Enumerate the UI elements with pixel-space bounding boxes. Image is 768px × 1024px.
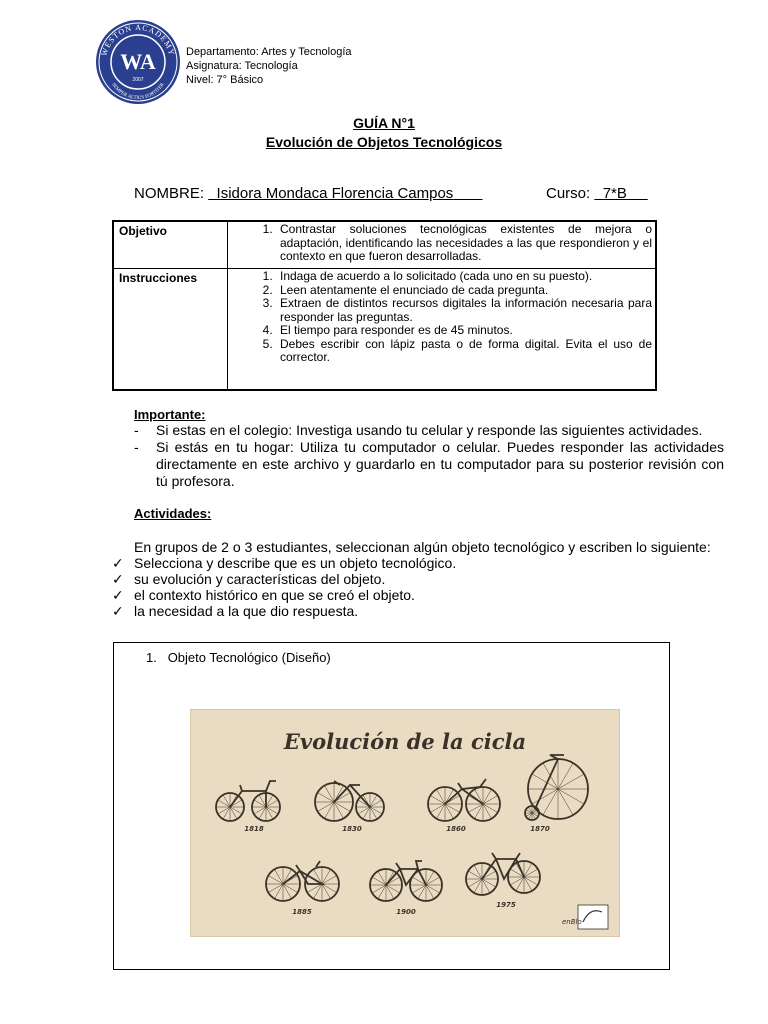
important-item	[134, 422, 724, 439]
checklist-text: Selecciona y describe que es un objeto tecnológico.	[134, 555, 457, 571]
answer-label	[146, 650, 331, 665]
course-value[interactable]	[594, 185, 647, 202]
bicycle-year-label: 1818	[244, 825, 264, 833]
checklist-item	[112, 555, 456, 571]
course-label: Curso:	[546, 185, 591, 202]
name-text: Isidora Mondaca Florencia Campos	[216, 185, 454, 202]
checklist-item	[112, 603, 358, 619]
answer-number: 1.	[146, 650, 157, 665]
school-logo	[92, 19, 184, 105]
level-line: Nivel: 7° Básico	[186, 74, 264, 86]
brand-text: enBlo	[562, 918, 582, 926]
dash-bullet: -	[134, 422, 139, 438]
important-title: Importante:	[134, 407, 206, 422]
checklist-text: su evolución y características del objeto.	[134, 571, 386, 587]
info-table	[112, 220, 657, 391]
list-item: 2. Leen atentamente el enunciado de cada pregunta.	[276, 284, 652, 298]
checkmark-icon: ✓	[112, 587, 124, 603]
bicycle-evolution-image	[190, 709, 620, 937]
important-item	[134, 439, 724, 490]
bicycle-year-label: 1870	[530, 825, 550, 833]
checklist-text: la necesidad a la que dio respuesta.	[134, 603, 359, 619]
instructions-list	[254, 270, 652, 365]
answer-text: Objeto Tecnológico (Diseño)	[167, 650, 331, 665]
dash-bullet: -	[134, 439, 139, 455]
subject-line: Asignatura: Tecnología	[186, 60, 298, 72]
image-title: Evolución de la cicla	[283, 729, 527, 754]
bicycle-year-label: 1975	[496, 901, 516, 909]
course-field	[546, 185, 648, 202]
department-line: Departamento: Artes y Tecnología	[186, 46, 352, 58]
list-item: 5. Debes escribir con lápiz pasta o de forma digital. Evita el uso de corrector.	[276, 338, 652, 365]
bicycle-year-label: 1885	[292, 908, 312, 916]
guide-title: GUÍA N°1	[353, 115, 415, 131]
objective-header: Objetivo	[114, 222, 228, 269]
name-label: NOMBRE:	[134, 185, 205, 202]
list-item: 1. Indaga de acuerdo a lo solicitado (cada uno en su puesto).	[276, 270, 652, 284]
header-info	[186, 45, 352, 87]
name-field	[134, 185, 483, 202]
name-value[interactable]	[208, 185, 482, 202]
objective-list	[254, 223, 652, 264]
list-item: 3. Extraen de distintos recursos digitales la información necesaria para responder las preguntas.	[276, 297, 652, 324]
logo-letters: WA	[120, 49, 156, 74]
bicycle-year-label: 1860	[446, 825, 466, 833]
bicycle-year-label: 1900	[396, 908, 416, 916]
logo-text-top: WESTON ACADEMY	[99, 22, 177, 58]
instructions-header: Instrucciones	[114, 269, 228, 389]
list-item: 1. Contrastar soluciones tecnológicas existentes de mejora o adaptación, identificando las necesidades a las que respondieron y el contexto en que fueron desarrolladas.	[276, 223, 652, 264]
checkmark-icon: ✓	[112, 571, 124, 587]
list-item: 4. El tiempo para responder es de 45 minutos.	[276, 324, 652, 338]
bicycle-year-label: 1830	[342, 825, 362, 833]
checklist-text: el contexto histórico en que se creó el objeto.	[134, 587, 415, 603]
checkmark-icon: ✓	[112, 603, 124, 619]
guide-subtitle: Evolución de Objetos Tecnológicos	[265, 134, 503, 150]
instructions-cell	[228, 269, 655, 389]
activities-intro: En grupos de 2 o 3 estudiantes, seleccionan algún objeto tecnológico y escriben lo siguiente:	[134, 539, 711, 555]
checklist-item	[112, 587, 415, 603]
objective-cell	[228, 222, 655, 269]
checkmark-icon: ✓	[112, 555, 124, 571]
course-text: 7*B	[602, 185, 627, 202]
activities-title: Actividades:	[134, 506, 212, 521]
brand-stamp	[578, 905, 608, 929]
logo-text-bottom: SEMPER ALTIUS FORTITER	[110, 82, 166, 102]
important-text: Si estas en el colegio: Investiga usando tu celular y responde las siguientes actividades.	[156, 422, 703, 438]
logo-year: 2007	[132, 77, 144, 83]
checklist-item	[112, 571, 385, 587]
important-text: Si estás en tu hogar: Utiliza tu computador o celular. Puedes responder las actividades directamente en este archivo y guardarlo en tu computador para su posterior revisión con tú profesora.	[156, 439, 724, 489]
